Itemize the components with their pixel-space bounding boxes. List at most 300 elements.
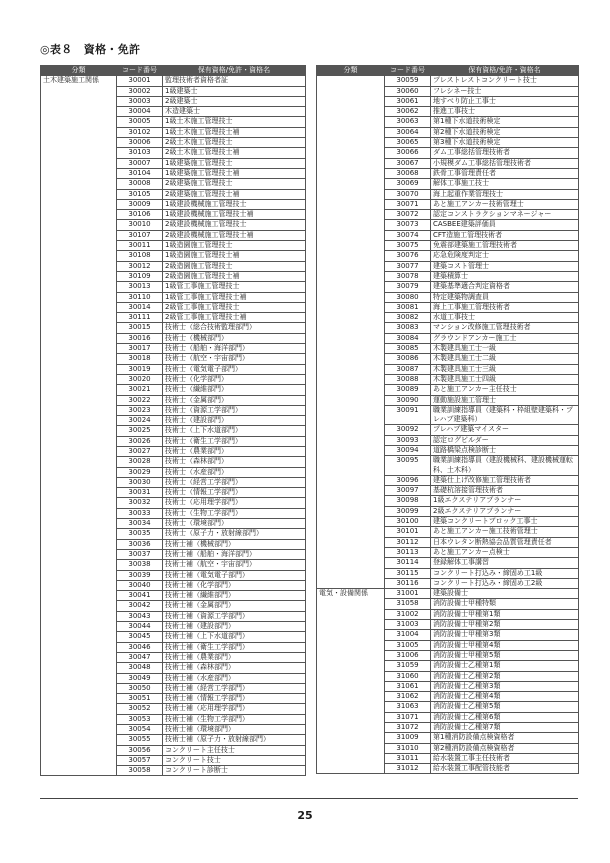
table-row — [41, 436, 306, 446]
category-cell — [317, 199, 385, 209]
qualification-name-cell: 技術士補（衛生工学部門） — [163, 642, 306, 652]
code-cell: 30075 — [385, 241, 431, 251]
table-row — [317, 578, 579, 588]
table-row — [41, 282, 306, 292]
code-cell: 30016 — [117, 333, 163, 343]
code-cell: 30050 — [117, 683, 163, 693]
category-cell — [317, 568, 385, 578]
table-row — [41, 632, 306, 642]
table-row — [41, 323, 306, 333]
table-row — [41, 560, 306, 570]
qualification-name-cell: グラウンドアンカー施工士 — [431, 333, 579, 343]
table-row — [41, 251, 306, 261]
code-cell: 31002 — [385, 609, 431, 619]
qualification-name-cell: 2級土木施工管理技士補 — [163, 148, 306, 158]
qualification-name-cell: 技術士補（情報工学部門） — [163, 694, 306, 704]
code-cell: 30081 — [385, 302, 431, 312]
qualification-name-cell: 技術士補（経営工学部門） — [163, 683, 306, 693]
table-row — [41, 395, 306, 405]
code-cell: 30111 — [117, 313, 163, 323]
code-cell: 30029 — [117, 467, 163, 477]
code-cell: 30010 — [117, 220, 163, 230]
table-row — [41, 580, 306, 590]
table-row — [41, 446, 306, 456]
code-cell: 30049 — [117, 673, 163, 683]
qualification-name-cell: 登録解体工事講習 — [431, 558, 579, 568]
qualification-name-cell: 消防設備士甲種第5類 — [431, 650, 579, 660]
qualification-name-cell: 建築仕上げ改修施工管理技術者 — [431, 475, 579, 485]
code-cell: 30095 — [385, 456, 431, 476]
qualification-name-cell: 木製建具施工士三級 — [431, 364, 579, 374]
table-row — [317, 764, 579, 774]
table-row — [317, 568, 579, 578]
code-cell: 30064 — [385, 127, 431, 137]
table-row — [41, 457, 306, 467]
qualification-name-cell: 小規模ダム工事総括管理技術者 — [431, 158, 579, 168]
code-cell: 30113 — [385, 547, 431, 557]
table-row — [317, 435, 579, 445]
code-cell: 30070 — [385, 189, 431, 199]
category-cell — [41, 508, 117, 518]
qualification-name-cell: 技術士補（電気電子部門） — [163, 570, 306, 580]
category-cell — [41, 168, 117, 178]
table-row — [41, 179, 306, 189]
qualification-name-cell: 建築積算士 — [431, 271, 579, 281]
table-row — [41, 344, 306, 354]
table-row — [317, 547, 579, 557]
qualification-name-cell: 1級建設機械施工管理技士 — [163, 199, 306, 209]
qualification-name-cell: 技術士（化学部門） — [163, 374, 306, 384]
category-cell — [317, 456, 385, 476]
qualification-name-cell: マンション改修施工管理技術者 — [431, 323, 579, 333]
code-cell: 31003 — [385, 620, 431, 630]
category-cell — [317, 127, 385, 137]
qualification-name-cell: 2級造園施工管理技士 — [163, 261, 306, 271]
table-row — [317, 620, 579, 630]
table-row — [317, 127, 579, 137]
code-cell: 30008 — [117, 179, 163, 189]
table-row — [317, 723, 579, 733]
table-row — [41, 477, 306, 487]
table-row — [41, 766, 306, 776]
qualification-name-cell: 1級管工事施工管理技士補 — [163, 292, 306, 302]
code-cell: 30022 — [117, 395, 163, 405]
category-cell — [41, 333, 117, 343]
qualification-name-cell: 職業訓練指導員（建設機械科、建設機械運転科、土木科） — [431, 456, 579, 476]
code-cell: 30034 — [117, 519, 163, 529]
table-header-row — [41, 66, 306, 76]
table-row — [317, 743, 579, 753]
table-row — [317, 506, 579, 516]
table-row — [317, 589, 579, 599]
qualification-name-cell: 消防設備士乙種第7類 — [431, 723, 579, 733]
table-row — [317, 661, 579, 671]
qualification-name-cell: 建築基準適合判定資格者 — [431, 282, 579, 292]
qualification-name-cell: 道路橋梁点検診断士 — [431, 445, 579, 455]
category-cell — [41, 539, 117, 549]
qualification-name-cell: プレハブ建築マイスター — [431, 425, 579, 435]
header-name: 保有資格/免許・資格名 — [163, 66, 306, 76]
table-row — [41, 292, 306, 302]
code-cell: 30099 — [385, 506, 431, 516]
category-cell — [317, 313, 385, 323]
table-row — [41, 549, 306, 559]
qualification-name-cell: ダム工事総括管理技術者 — [431, 148, 579, 158]
qualification-name-cell: 木造建築士 — [163, 107, 306, 117]
table-row — [317, 96, 579, 106]
code-cell: 30025 — [117, 426, 163, 436]
code-cell: 30076 — [385, 251, 431, 261]
code-cell: 31058 — [385, 599, 431, 609]
category-cell — [317, 364, 385, 374]
table-row — [41, 467, 306, 477]
category-cell — [41, 457, 117, 467]
qualification-name-cell: 技術士補（上下水道部門） — [163, 632, 306, 642]
header-name: 保有資格/免許・資格名 — [431, 66, 579, 76]
table-row — [41, 96, 306, 106]
code-cell: 30104 — [117, 168, 163, 178]
code-cell: 30026 — [117, 436, 163, 446]
qualification-name-cell: 1級エクステリアプランナー — [431, 496, 579, 506]
category-cell — [317, 302, 385, 312]
qualification-name-cell: 免震部建築施工管理技術者 — [431, 241, 579, 251]
category-cell — [317, 395, 385, 405]
category-cell — [41, 313, 117, 323]
category-cell — [317, 692, 385, 702]
page-number: 25 — [297, 809, 313, 822]
code-cell: 30003 — [117, 96, 163, 106]
category-cell — [41, 683, 117, 693]
table-row — [317, 354, 579, 364]
code-cell: 30094 — [385, 445, 431, 455]
table-row — [41, 539, 306, 549]
table-row — [317, 86, 579, 96]
code-cell: 30073 — [385, 220, 431, 230]
qualification-name-cell: 建築コスト管理士 — [431, 261, 579, 271]
qualification-name-cell: 技術士（金属部門） — [163, 395, 306, 405]
code-cell: 30001 — [117, 76, 163, 86]
code-cell: 30033 — [117, 508, 163, 518]
qualification-name-cell: 2級管工事施工管理技士 — [163, 302, 306, 312]
table-row — [41, 704, 306, 714]
category-cell — [317, 158, 385, 168]
code-cell: 31060 — [385, 671, 431, 681]
qualification-table-right — [316, 65, 579, 774]
code-cell: 31001 — [385, 589, 431, 599]
header-category: 分類 — [317, 66, 385, 76]
qualification-name-cell: 技術士（資源工学部門） — [163, 405, 306, 415]
table-row — [317, 117, 579, 127]
code-cell: 30114 — [385, 558, 431, 568]
category-cell — [41, 344, 117, 354]
table-row — [317, 323, 579, 333]
category-cell — [317, 578, 385, 588]
qualification-name-cell: 日本ウレタン断熱協会品質管理責任者 — [431, 537, 579, 547]
code-cell: 30101 — [385, 527, 431, 537]
qualification-name-cell: 技術士（衛生工学部門） — [163, 436, 306, 446]
code-cell: 30009 — [117, 199, 163, 209]
table-row — [317, 537, 579, 547]
header-code: コード番号 — [117, 66, 163, 76]
qualification-table-left — [40, 65, 306, 776]
qualification-name-cell: CFT造施工管理技術者 — [431, 230, 579, 240]
code-cell: 30017 — [117, 344, 163, 354]
code-cell: 31061 — [385, 681, 431, 691]
qualification-name-cell: 基礎杭溶接管理技術者 — [431, 486, 579, 496]
qualification-name-cell: 給水装置工事配管技能者 — [431, 764, 579, 774]
category-cell — [41, 663, 117, 673]
category-cell — [41, 220, 117, 230]
qualification-name-cell: 技術士補（農業部門） — [163, 652, 306, 662]
category-cell — [317, 506, 385, 516]
qualification-name-cell: 技術士（船舶・海洋部門） — [163, 344, 306, 354]
code-cell: 30103 — [117, 148, 163, 158]
category-cell — [317, 271, 385, 281]
qualification-name-cell: 消防設備士乙種第4類 — [431, 692, 579, 702]
table-row — [41, 725, 306, 735]
table-row — [41, 622, 306, 632]
category-cell — [317, 282, 385, 292]
category-cell — [317, 86, 385, 96]
qualification-name-cell: 技術士（水産部門） — [163, 467, 306, 477]
qualification-name-cell: 海上起重作業管理技士 — [431, 189, 579, 199]
code-cell: 30062 — [385, 107, 431, 117]
table-row — [41, 735, 306, 745]
code-cell: 30014 — [117, 302, 163, 312]
category-cell — [317, 723, 385, 733]
qualification-name-cell: コンクリート打込み・締固め工2級 — [431, 578, 579, 588]
qualification-name-cell: 2級管工事施工管理技士補 — [163, 313, 306, 323]
category-cell — [41, 642, 117, 652]
code-cell: 30030 — [117, 477, 163, 487]
table-row — [41, 220, 306, 230]
table-row — [317, 251, 579, 261]
category-cell — [317, 76, 385, 86]
category-cell — [41, 591, 117, 601]
category-cell — [317, 764, 385, 774]
code-cell: 30012 — [117, 261, 163, 271]
table-row — [317, 385, 579, 395]
code-cell: 30060 — [385, 86, 431, 96]
qualification-name-cell: 技術士（農業部門） — [163, 446, 306, 456]
code-cell: 30102 — [117, 127, 163, 137]
category-cell — [41, 261, 117, 271]
code-cell: 30041 — [117, 591, 163, 601]
category-cell — [317, 96, 385, 106]
code-cell: 30091 — [385, 405, 431, 425]
table-row — [317, 405, 579, 425]
table-row — [41, 611, 306, 621]
qualification-name-cell: 給水装置工事主任技術者 — [431, 753, 579, 763]
table-row — [41, 519, 306, 529]
code-cell: 30100 — [385, 517, 431, 527]
table-row — [41, 570, 306, 580]
code-cell: 31072 — [385, 723, 431, 733]
qualification-name-cell: あと施工アンカー施工技術管理士 — [431, 527, 579, 537]
table-row — [317, 733, 579, 743]
table-row — [317, 475, 579, 485]
table-row — [317, 344, 579, 354]
qualification-name-cell: 鉄骨工事管理責任者 — [431, 168, 579, 178]
category-cell — [317, 558, 385, 568]
code-cell: 30046 — [117, 642, 163, 652]
code-cell: 31005 — [385, 640, 431, 650]
table-row — [317, 395, 579, 405]
category-cell — [41, 199, 117, 209]
table-row — [41, 642, 306, 652]
code-cell: 30109 — [117, 271, 163, 281]
category-cell — [317, 753, 385, 763]
code-cell: 30044 — [117, 622, 163, 632]
qualification-name-cell: 推進工事技士 — [431, 107, 579, 117]
qualification-name-cell: 技術士（機械部門） — [163, 333, 306, 343]
category-cell — [41, 251, 117, 261]
qualification-name-cell: 2級建設機械施工管理技士補 — [163, 230, 306, 240]
category-cell — [41, 519, 117, 529]
code-cell: 30021 — [117, 385, 163, 395]
table-row — [41, 694, 306, 704]
qualification-name-cell: 技術士補（機械部門） — [163, 539, 306, 549]
category-cell — [41, 704, 117, 714]
qualification-name-cell: 監理技術者資格者証 — [163, 76, 306, 86]
qualification-name-cell: 1級建築士 — [163, 86, 306, 96]
category-cell — [317, 475, 385, 485]
category-cell — [41, 302, 117, 312]
table-row — [41, 333, 306, 343]
table-row — [41, 168, 306, 178]
code-cell: 30043 — [117, 611, 163, 621]
qualification-name-cell: 2級建築士 — [163, 96, 306, 106]
code-cell: 30036 — [117, 539, 163, 549]
qualification-name-cell: 技術士（総合技術監理部門） — [163, 323, 306, 333]
qualification-name-cell: 第1種消防設備点検資格者 — [431, 733, 579, 743]
code-cell: 31059 — [385, 661, 431, 671]
table-row — [41, 127, 306, 137]
code-cell: 30079 — [385, 282, 431, 292]
qualification-name-cell: 技術士補（船舶・海洋部門） — [163, 549, 306, 559]
category-cell — [317, 496, 385, 506]
category-cell — [317, 486, 385, 496]
code-cell: 30040 — [117, 580, 163, 590]
category-cell — [317, 527, 385, 537]
qualification-name-cell: 技術士補（金属部門） — [163, 601, 306, 611]
qualification-name-cell: 技術士（応用理学部門） — [163, 498, 306, 508]
category-cell — [41, 580, 117, 590]
qualification-name-cell: 2級建設機械施工管理技士 — [163, 220, 306, 230]
table-row — [41, 591, 306, 601]
category-cell — [317, 743, 385, 753]
category-cell — [41, 622, 117, 632]
category-cell — [41, 158, 117, 168]
code-cell: 30051 — [117, 694, 163, 704]
qualification-name-cell: あと施工アンカー主任技士 — [431, 385, 579, 395]
code-cell: 30038 — [117, 560, 163, 570]
table-row — [317, 210, 579, 220]
code-cell: 30069 — [385, 179, 431, 189]
code-cell: 30007 — [117, 158, 163, 168]
code-cell: 30093 — [385, 435, 431, 445]
category-cell — [41, 374, 117, 384]
table-row — [41, 210, 306, 220]
category-cell — [41, 148, 117, 158]
table-row — [317, 148, 579, 158]
qualification-name-cell: 1級建設機械施工管理技士補 — [163, 210, 306, 220]
qualification-name-cell: 認定コンストラクションマネージャー — [431, 210, 579, 220]
category-cell — [41, 436, 117, 446]
code-cell: 30057 — [117, 755, 163, 765]
code-cell: 30020 — [117, 374, 163, 384]
table-row — [41, 241, 306, 251]
qualification-name-cell: 技術士（原子力・放射線部門） — [163, 529, 306, 539]
table-row — [41, 745, 306, 755]
table-row — [317, 558, 579, 568]
category-cell — [41, 477, 117, 487]
qualification-name-cell: 技術士（上下水道部門） — [163, 426, 306, 436]
code-cell: 30037 — [117, 549, 163, 559]
category-cell — [317, 344, 385, 354]
code-cell: 30072 — [385, 210, 431, 220]
table-row — [317, 374, 579, 384]
category-cell — [317, 640, 385, 650]
table-row — [41, 755, 306, 765]
code-cell: 30084 — [385, 333, 431, 343]
qualification-name-cell: 第2種下水道技術検定 — [431, 127, 579, 137]
qualification-name-cell: 消防設備士乙種第1類 — [431, 661, 579, 671]
table-row — [317, 302, 579, 312]
category-cell — [317, 609, 385, 619]
category-cell — [41, 323, 117, 333]
qualification-name-cell: 運動施設施工管理士 — [431, 395, 579, 405]
code-cell: 30006 — [117, 138, 163, 148]
qualification-name-cell: 1級管工事施工管理技士 — [163, 282, 306, 292]
category-cell — [317, 107, 385, 117]
code-cell: 31006 — [385, 650, 431, 660]
qualification-name-cell: 2級造園施工管理技士補 — [163, 271, 306, 281]
qualification-name-cell: 消防設備士甲種特類 — [431, 599, 579, 609]
table-row — [317, 241, 579, 251]
code-cell: 31063 — [385, 702, 431, 712]
table-row — [317, 486, 579, 496]
table-row — [41, 189, 306, 199]
qualification-name-cell: 認定ログビルダー — [431, 435, 579, 445]
category-cell — [41, 498, 117, 508]
code-cell: 30011 — [117, 241, 163, 251]
category-cell — [41, 117, 117, 127]
table-row — [317, 609, 579, 619]
qualification-name-cell: 応急危険度判定士 — [431, 251, 579, 261]
code-cell: 30042 — [117, 601, 163, 611]
code-cell: 30061 — [385, 96, 431, 106]
code-cell: 30065 — [385, 138, 431, 148]
code-cell: 30018 — [117, 354, 163, 364]
code-cell: 30031 — [117, 488, 163, 498]
category-cell — [41, 766, 117, 776]
qualification-name-cell: 技術士（環境部門） — [163, 519, 306, 529]
table-row — [41, 385, 306, 395]
category-cell — [317, 323, 385, 333]
category-cell — [41, 189, 117, 199]
table-row — [317, 158, 579, 168]
category-cell — [41, 570, 117, 580]
category-cell — [41, 426, 117, 436]
qualification-name-cell: 建築設備士 — [431, 589, 579, 599]
code-cell: 30056 — [117, 745, 163, 755]
category-cell — [317, 117, 385, 127]
qualification-name-cell: 2級土木施工管理技士 — [163, 138, 306, 148]
qualification-name-cell: 職業訓練指導員（建築科・枠組壁建築科・プレハブ建築科） — [431, 405, 579, 425]
qualification-name-cell: あと施工アンカー技術管理士 — [431, 199, 579, 209]
code-cell: 30053 — [117, 714, 163, 724]
